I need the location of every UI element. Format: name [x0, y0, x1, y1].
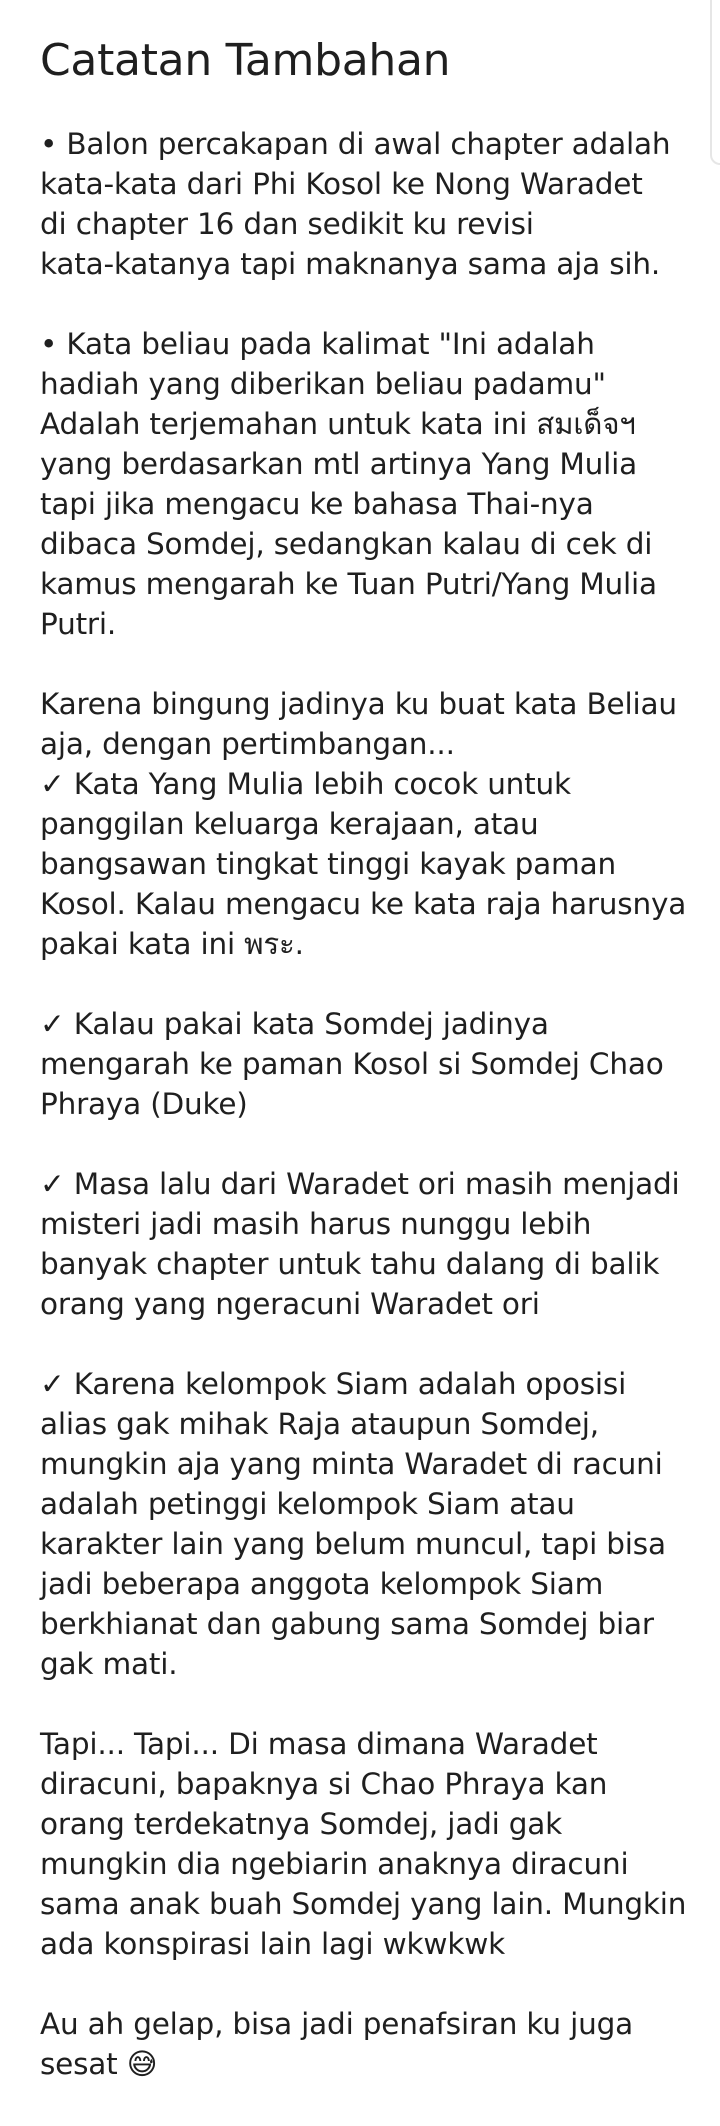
- text-line: orang terdekatnya Somdej, jadi gak: [40, 1807, 563, 1841]
- text-line: ✓ Masa lalu dari Waradet ori masih menjadi: [40, 1167, 680, 1201]
- text-line: sesat 😅: [40, 2047, 158, 2081]
- text-line: Phraya (Duke): [40, 1087, 248, 1121]
- text-line: diracuni, bapaknya si Chao Phraya kan: [40, 1767, 608, 1801]
- note-paragraph-p4: [40, 764, 688, 964]
- note-paragraph-p8: [40, 1724, 688, 1964]
- note-paragraph-p7: [40, 1364, 688, 1684]
- text-line: karakter lain yang belum muncul, tapi bisa: [40, 1527, 666, 1561]
- text-line: kata-kata dari Phi Kosol ke Nong Waradet: [40, 167, 643, 201]
- text-line: Karena bingung jadinya ku buat kata Beliau: [40, 687, 677, 721]
- note-paragraph-p9: [40, 2004, 688, 2084]
- scrollbar-indicator[interactable]: [710, 0, 720, 165]
- text-line: kata-katanya tapi maknanya sama aja sih.: [40, 247, 661, 281]
- text-line: Tapi... Tapi... Di masa dimana Waradet: [40, 1727, 598, 1761]
- text-line: banyak chapter untuk tahu dalang di balik: [40, 1247, 660, 1281]
- note-paragraph-p3: [40, 684, 688, 764]
- text-line: jadi beberapa anggota kelompok Siam: [40, 1567, 604, 1601]
- text-line: alias gak mihak Raja ataupun Somdej,: [40, 1407, 599, 1441]
- text-line: mungkin dia ngebiarin anaknya diracuni: [40, 1847, 629, 1881]
- text-line: yang berdasarkan mtl artinya Yang Mulia: [40, 447, 638, 481]
- text-line: gak mati.: [40, 1647, 178, 1681]
- text-line: sama anak buah Somdej yang lain. Mungkin: [40, 1887, 687, 1921]
- text-line: berkhianat dan gabung sama Somdej biar: [40, 1607, 654, 1641]
- text-line: • Kata beliau pada kalimat "Ini adalah: [40, 327, 595, 361]
- text-line: mengarah ke paman Kosol si Somdej Chao: [40, 1047, 664, 1081]
- note-paragraph-p5: [40, 1004, 688, 1124]
- notes-body: [40, 124, 688, 2084]
- text-line: orang yang ngeracuni Waradet ori: [40, 1287, 540, 1321]
- text-line: aja, dengan pertimbangan...: [40, 727, 455, 761]
- text-line: bangsawan tingkat tinggi kayak paman: [40, 847, 616, 881]
- text-line: ✓ Karena kelompok Siam adalah oposisi: [40, 1367, 627, 1401]
- text-line: misteri jadi masih harus nunggu lebih: [40, 1207, 592, 1241]
- text-line: Adalah terjemahan untuk kata ini สมเด็จฯ: [40, 407, 636, 441]
- page-title: Catatan Tambahan: [40, 35, 451, 86]
- text-line: kamus mengarah ke Tuan Putri/Yang Mulia: [40, 567, 657, 601]
- note-paragraph-p6: [40, 1164, 688, 1324]
- text-line: panggilan keluarga kerajaan, atau: [40, 807, 539, 841]
- text-line: Kosol. Kalau mengacu ke kata raja harusnya: [40, 887, 687, 921]
- text-line: Au ah gelap, bisa jadi penafsiran ku juga: [40, 2007, 633, 2041]
- text-line: ada konspirasi lain lagi wkwkwk: [40, 1927, 506, 1961]
- note-paragraph-p1: [40, 124, 688, 284]
- notes-content: [40, 28, 688, 2124]
- text-line: • Balon percakapan di awal chapter adalah: [40, 127, 671, 161]
- text-line: ✓ Kalau pakai kata Somdej jadinya: [40, 1007, 549, 1041]
- text-line: di chapter 16 dan sedikit ku revisi: [40, 207, 534, 241]
- text-line: mungkin aja yang minta Waradet di racuni: [40, 1447, 663, 1481]
- text-line: tapi jika mengacu ke bahasa Thai-nya: [40, 487, 594, 521]
- text-line: ✓ Kata Yang Mulia lebih cocok untuk: [40, 767, 571, 801]
- text-line: Putri.: [40, 607, 117, 641]
- text-line: dibaca Somdej, sedangkan kalau di cek di: [40, 527, 653, 561]
- note-paragraph-p2: [40, 324, 688, 644]
- text-line: pakai kata ini พระ.: [40, 927, 304, 961]
- text-line: hadiah yang diberikan beliau padamu": [40, 367, 606, 401]
- text-line: adalah petinggi kelompok Siam atau: [40, 1487, 575, 1521]
